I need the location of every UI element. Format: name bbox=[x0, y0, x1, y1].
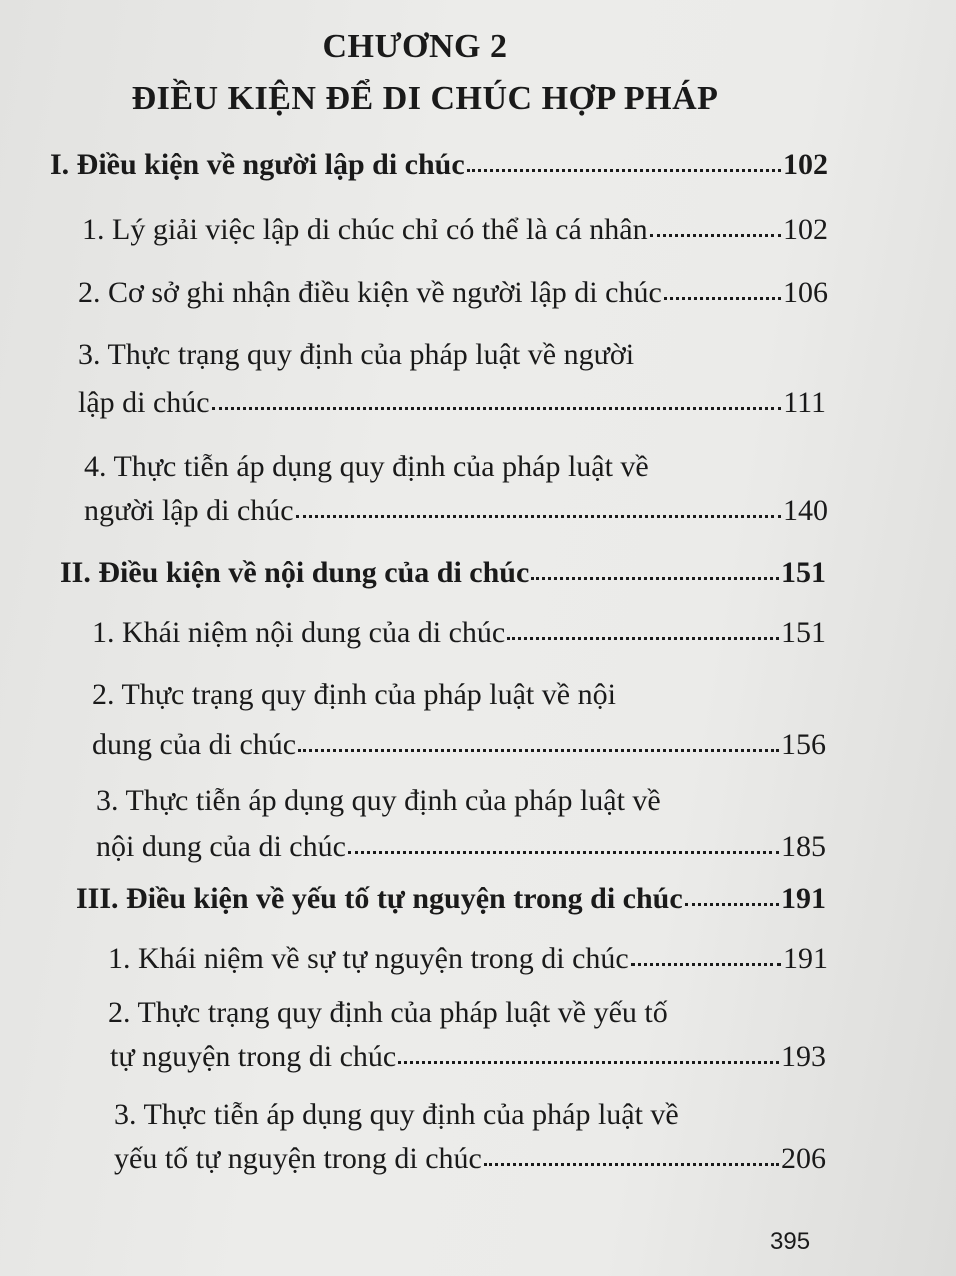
toc-entry-title: tự nguyện trong di chúc bbox=[110, 1040, 397, 1073]
toc-entry-1-3 bbox=[78, 386, 826, 420]
dot-leader bbox=[348, 845, 779, 854]
toc-entry-2-3-line1: 3. Thực tiễn áp dụng quy định của pháp luật về bbox=[96, 784, 661, 817]
toc-entry-section-2 bbox=[60, 556, 826, 590]
toc-entry-3-2-line1: 2. Thực trạng quy định của pháp luật về yếu tố bbox=[108, 996, 668, 1029]
toc-page-number: 151 bbox=[781, 556, 826, 589]
toc-entry-3-2 bbox=[110, 1040, 826, 1074]
dot-leader bbox=[296, 509, 781, 518]
dot-leader bbox=[685, 897, 779, 906]
toc-page-number: 102 bbox=[783, 148, 828, 181]
toc-page-number: 185 bbox=[781, 830, 826, 863]
toc-entry-title: nội dung của di chúc bbox=[96, 830, 346, 863]
toc-entry-title: yếu tố tự nguyện trong di chúc bbox=[114, 1142, 482, 1175]
toc-entry-1-4 bbox=[84, 494, 828, 528]
toc-entry-2-2 bbox=[92, 728, 826, 762]
toc-page-number: 111 bbox=[783, 386, 826, 419]
toc-entry-title: I. Điều kiện về người lập di chúc bbox=[50, 148, 465, 181]
toc-entry-title: dung của di chúc bbox=[92, 728, 297, 761]
toc-entry-1-4-line1: 4. Thực tiễn áp dụng quy định của pháp luật về bbox=[84, 450, 649, 483]
dot-leader bbox=[298, 743, 779, 752]
toc-page-number: 191 bbox=[781, 882, 826, 915]
toc-page-number: 140 bbox=[783, 494, 828, 527]
dot-leader bbox=[664, 291, 781, 300]
toc-entry-title: 2. Cơ sở ghi nhận điều kiện về người lập di chúc bbox=[78, 276, 662, 309]
toc-entry-2-3 bbox=[96, 830, 826, 864]
toc-entry-1-1 bbox=[82, 213, 828, 247]
toc-page-number: 206 bbox=[781, 1142, 826, 1175]
toc-entry-3-3 bbox=[114, 1142, 826, 1176]
toc-entry-title: lập di chúc bbox=[78, 386, 210, 419]
toc-entry-1-3-line1: 3. Thực trạng quy định của pháp luật về người bbox=[78, 338, 635, 371]
dot-leader bbox=[212, 401, 782, 410]
chapter-number: CHƯƠNG 2 bbox=[322, 28, 508, 65]
toc-page-number: 191 bbox=[783, 942, 828, 975]
toc-entry-title: III. Điều kiện về yếu tố tự nguyện trong di chúc bbox=[76, 882, 683, 915]
dot-leader bbox=[467, 163, 781, 172]
toc-page-number: 193 bbox=[781, 1040, 826, 1073]
dot-leader bbox=[631, 957, 781, 966]
toc-entry-title: 1. Khái niệm nội dung của di chúc bbox=[92, 616, 506, 649]
dot-leader bbox=[484, 1157, 779, 1166]
toc-page-number: 151 bbox=[781, 616, 826, 649]
toc-page-number: 102 bbox=[783, 213, 828, 246]
toc-entry-title: người lập di chúc bbox=[84, 494, 294, 527]
page-number: 395 bbox=[770, 1228, 811, 1255]
toc-page-number: 106 bbox=[783, 276, 828, 309]
dot-leader bbox=[650, 228, 781, 237]
chapter-title: ĐIỀU KIỆN ĐỂ DI CHÚC HỢP PHÁP bbox=[131, 80, 719, 117]
toc-entry-1-2 bbox=[78, 276, 828, 310]
toc-entry-3-1 bbox=[108, 942, 828, 976]
toc-entry-title: 1. Lý giải việc lập di chúc chỉ có thể là cá nhân bbox=[82, 213, 648, 246]
dot-leader bbox=[531, 571, 779, 580]
toc-entry-title: II. Điều kiện về nội dung của di chúc bbox=[60, 556, 530, 589]
toc-entry-2-2-line1: 2. Thực trạng quy định của pháp luật về nội bbox=[92, 678, 616, 711]
dot-leader bbox=[398, 1055, 779, 1064]
toc-entry-section-3 bbox=[76, 882, 826, 916]
toc-entry-3-3-line1: 3. Thực tiễn áp dụng quy định của pháp luật về bbox=[114, 1098, 679, 1131]
toc-entry-section-1 bbox=[50, 148, 828, 182]
toc-entry-title: 1. Khái niệm về sự tự nguyện trong di chúc bbox=[108, 942, 629, 975]
toc-entry-2-1 bbox=[92, 616, 826, 650]
toc-page-number: 156 bbox=[781, 728, 826, 761]
dot-leader bbox=[507, 631, 779, 640]
